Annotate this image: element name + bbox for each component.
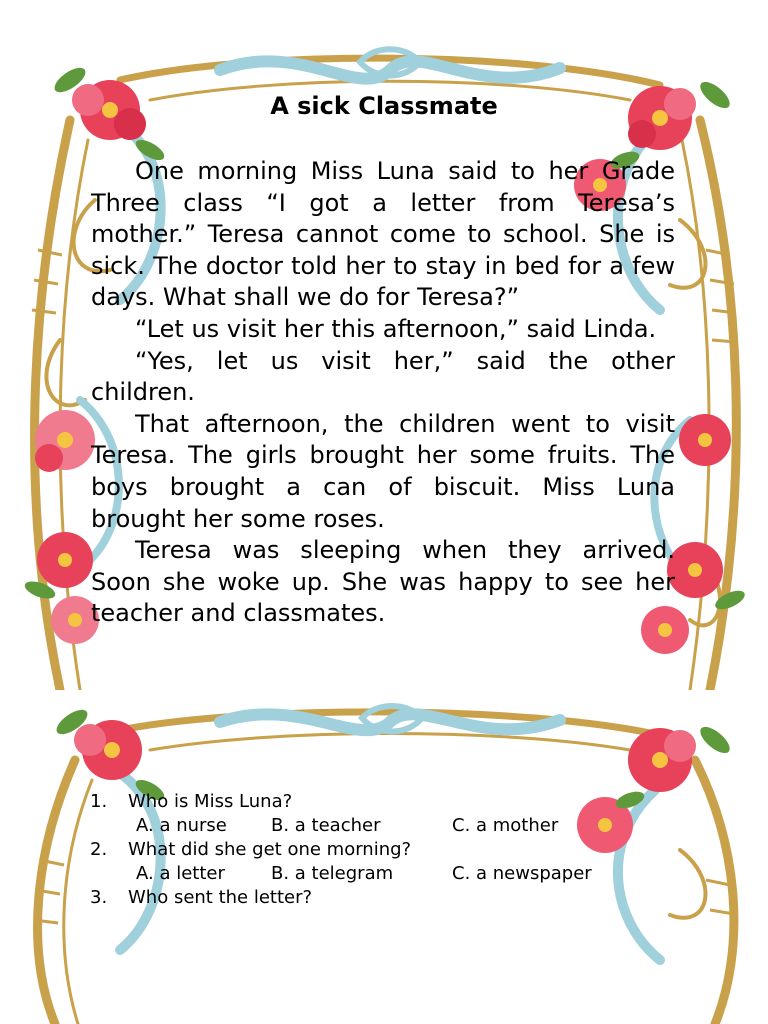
question-list [90, 790, 650, 910]
question-item [90, 886, 650, 910]
answer-option: C. a mother [452, 815, 559, 836]
question-text: Who is Miss Luna? [128, 791, 293, 812]
story-body [91, 156, 675, 630]
question-item [90, 838, 650, 862]
answer-options [90, 862, 650, 886]
answer-option: A. a letter [136, 863, 225, 884]
story-paragraph: One morning Miss Luna said to her Grade Three class “I got a letter from Teresa’s mother.” Teresa cannot come to school. She is sick. The doctor told her to stay in bed for a few days. What shall we do for Teresa?” [91, 157, 675, 312]
answer-option: B. a teacher [271, 815, 381, 836]
story-title: A sick Classmate [270, 92, 498, 120]
story-paragraph: Teresa was sleeping when they arrived. Soon she woke up. She was happy to see her teacher and classmates. [91, 536, 675, 628]
question-number: 3. [90, 887, 108, 908]
question-number: 1. [90, 791, 108, 812]
question-number: 2. [90, 839, 108, 860]
page-divider [0, 690, 768, 700]
question-text: What did she get one morning? [128, 839, 412, 860]
story-paragraph: “Let us visit her this afternoon,” said Linda. [135, 314, 657, 343]
answer-options [90, 814, 650, 838]
answer-option: B. a telegram [271, 863, 394, 884]
question-text: Who sent the letter? [128, 887, 313, 908]
story-paragraph: “Yes, let us visit her,” said the other children. [91, 346, 675, 407]
answer-option: C. a newspaper [452, 863, 592, 884]
answer-option: A. a nurse [136, 815, 227, 836]
question-item [90, 790, 650, 814]
story-paragraph: That afternoon, the children went to visit Teresa. The girls brought her some fruits. The boys brought a can of biscuit. Miss Luna brought her some roses. [91, 409, 675, 533]
questions-page [0, 700, 768, 1024]
